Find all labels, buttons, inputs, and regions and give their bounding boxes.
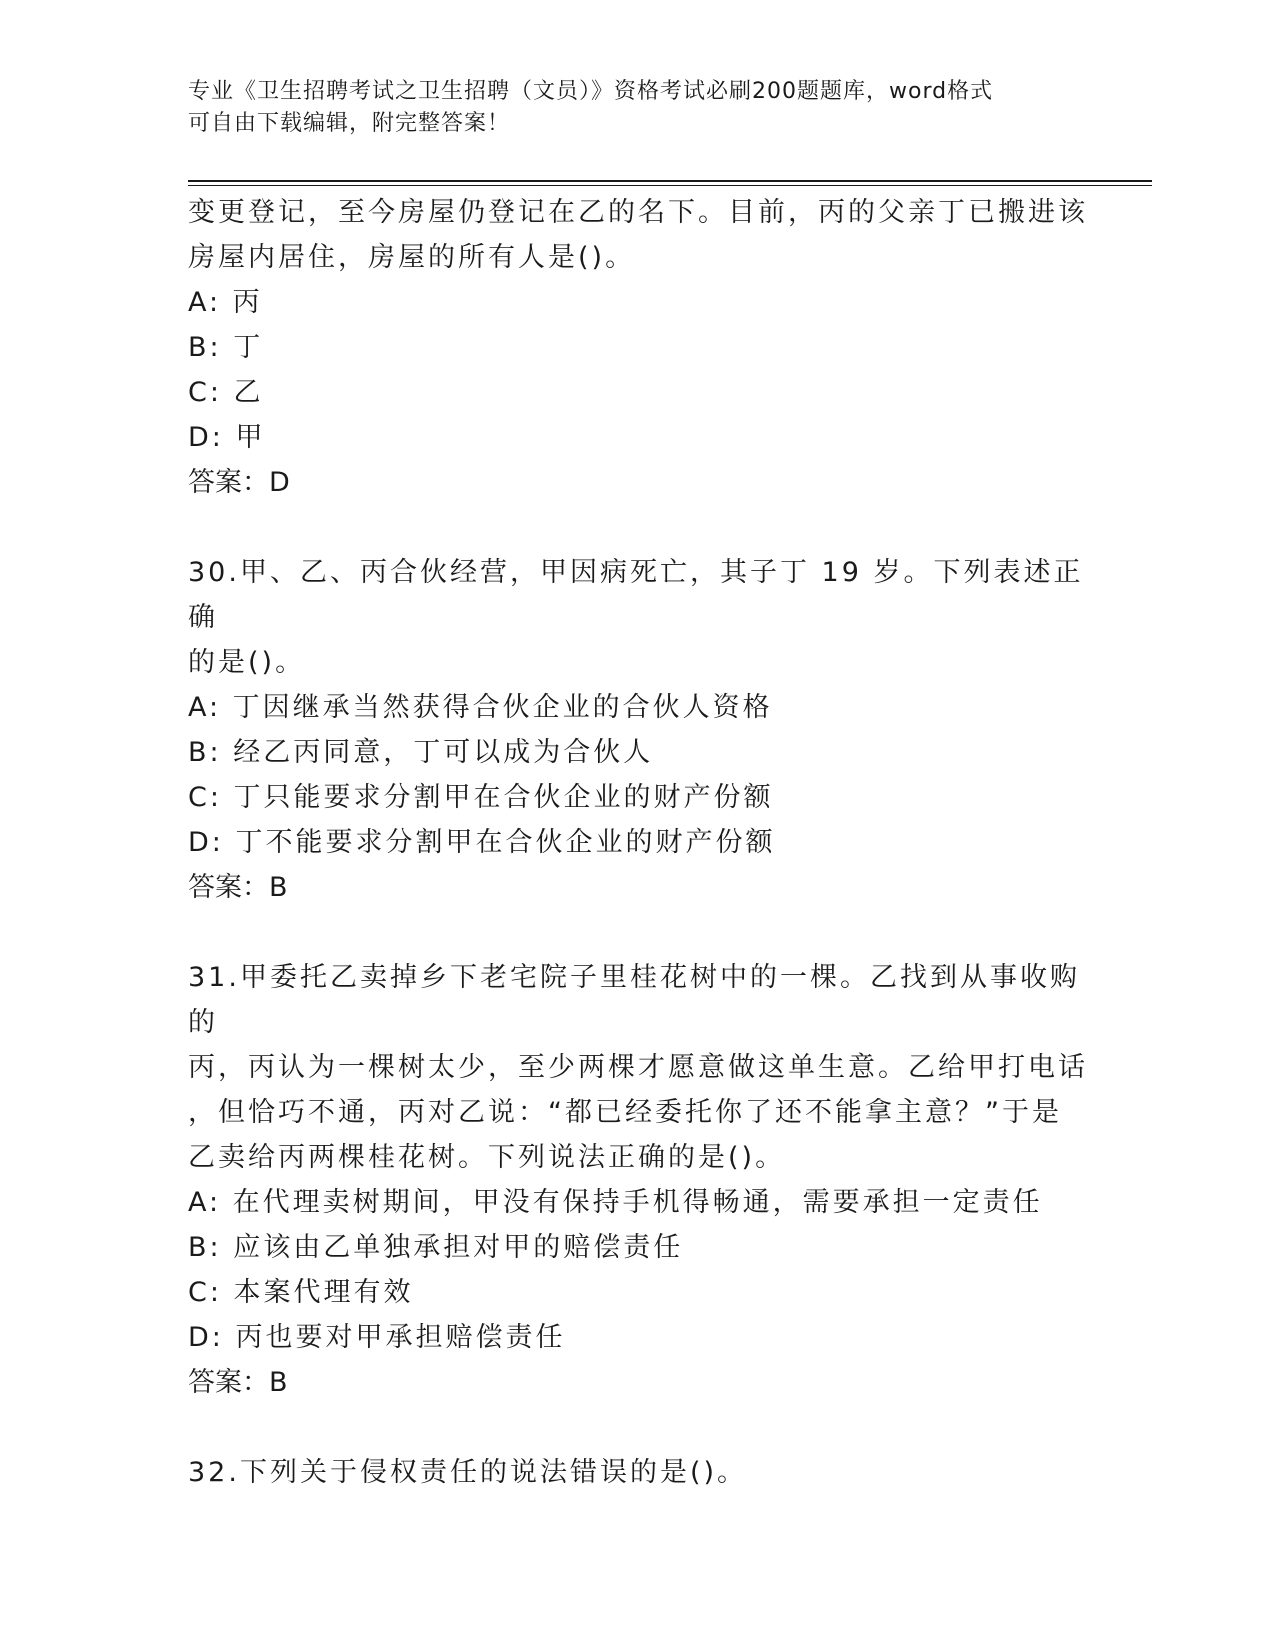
question-stem-line: 的是()。 — [188, 647, 306, 678]
option-d: D: 丁不能要求分割甲在合伙企业的财产份额 — [188, 827, 776, 858]
option-c: C: 本案代理有效 — [188, 1277, 414, 1308]
question-stem-line: 丙，丙认为一棵树太少，至少两棵才愿意做这单生意。乙给甲打电话 — [188, 1052, 1088, 1083]
option-c: C: 丁只能要求分割甲在合伙企业的财产份额 — [188, 782, 774, 813]
option-a: A: 丁因继承当然获得合伙企业的合伙人资格 — [188, 692, 773, 723]
question-stem-line: 31.甲委托乙卖掉乡下老宅院子里桂花树中的一棵。乙找到从事收购的 — [188, 962, 1080, 1038]
question-stem-line: ，但恰巧不通，丙对乙说：“都已经委托你了还不能拿主意？”于是 — [188, 1097, 1062, 1128]
answer-line: 答案：B — [188, 872, 288, 903]
option-c: C: 乙 — [188, 377, 264, 408]
option-b: B: 应该由乙单独承担对甲的赔偿责任 — [188, 1232, 684, 1263]
question-31 — [188, 955, 1088, 1405]
question-list — [188, 190, 1088, 1495]
question-30 — [188, 550, 1088, 910]
question-stem-line: 变更登记，至今房屋仍登记在乙的名下。目前，丙的父亲丁已搬进该 — [188, 197, 1088, 228]
option-a: A: 在代理卖树期间，甲没有保持手机得畅通，需要承担一定责任 — [188, 1187, 1043, 1218]
option-d: D: 丙也要对甲承担赔偿责任 — [188, 1322, 566, 1353]
option-b: B: 经乙丙同意，丁可以成为合伙人 — [188, 737, 654, 768]
header-line-1: 专业《卫生招聘考试之卫生招聘（文员）》资格考试必刷200题题库，word格式 — [188, 79, 994, 104]
question-stem-line: 30.甲、乙、丙合伙经营，甲因病死亡，其子丁 19 岁。下列表述正确 — [188, 557, 1084, 633]
answer-line: 答案：B — [188, 1367, 288, 1398]
question-32 — [188, 1450, 1088, 1495]
question-stem-line: 32.下列关于侵权责任的说法错误的是()。 — [188, 1457, 748, 1488]
spacer — [188, 1405, 1088, 1450]
question-stem-line: 房屋内居住，房屋的所有人是()。 — [188, 242, 636, 273]
spacer — [188, 505, 1088, 550]
option-a: A: 丙 — [188, 287, 263, 318]
question-29 — [188, 190, 1088, 505]
header-divider-thin — [188, 185, 1152, 186]
header-divider-thick — [188, 180, 1152, 182]
question-stem-line: 乙卖给丙两棵桂花树。下列说法正确的是()。 — [188, 1142, 786, 1173]
option-d: D: 甲 — [188, 422, 266, 453]
option-b: B: 丁 — [188, 332, 264, 363]
spacer — [188, 910, 1088, 955]
header-line-2: 可自由下载编辑，附完整答案！ — [188, 111, 511, 136]
document-header — [188, 76, 1088, 140]
answer-line: 答案：D — [188, 467, 290, 498]
